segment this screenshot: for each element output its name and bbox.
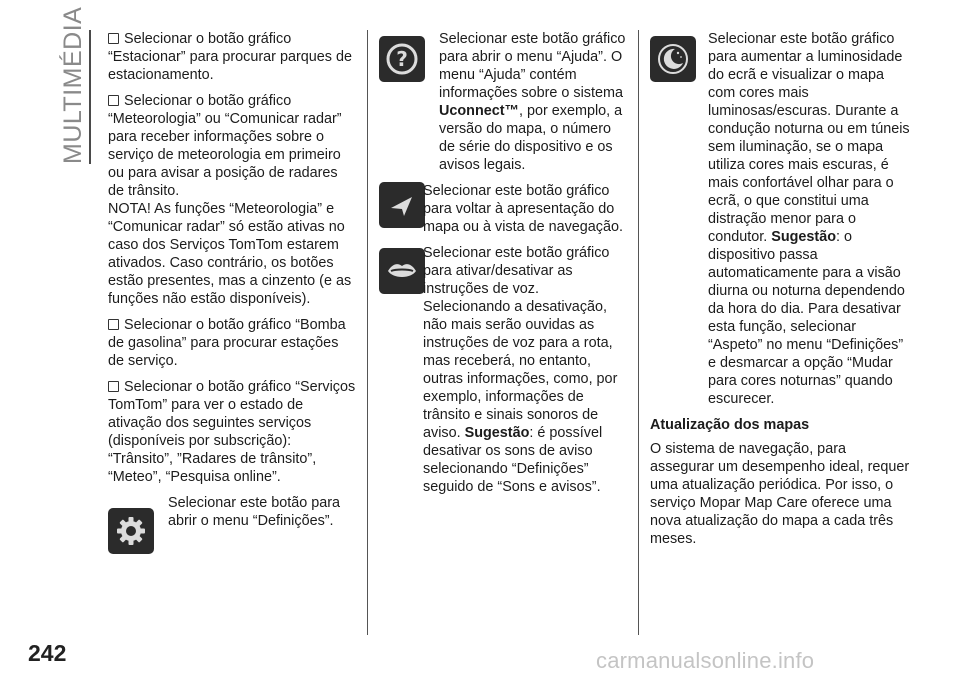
back-text: Selecionar este botão gráfico para voltar à apresentação do mapa ou à vista de navegação. (423, 183, 624, 235)
night-mode-text: Selecionar este botão gráfico para aumentar a luminosidade do ecrã e visualizar o mapa com cores mais luminosas/escuras. Durante a condução noturna ou em túneis sem iluminação, se o mapa utiliza cores mais escuras, é mais confortável olhar para o ecrã, o que constitui uma distração menor para o condutor. Sugestão: o dispositivo passa automaticamente para a visão diurna ou noturna dependendo da hora do dia. Para desativar esta função, selecionar “Aspeto” no menu “Definições” e desmarcar a opção “Mudar para cores noturnas” quando escurecer. (708, 31, 910, 407)
question-mark-icon (379, 36, 425, 82)
moon-icon (650, 36, 696, 82)
back-row (379, 182, 629, 236)
map-update-text: O sistema de navegação, para assegurar um desempenho ideal, requer uma atualização periódica. Por isso, o serviço Mopar Map Care oferece uma nova atualização do mapa a cada três meses. (650, 441, 910, 547)
section-title: MULTIMÉDIA (59, 6, 87, 164)
svg-text:?: ? (396, 47, 408, 71)
help-text: Selecionar este botão gráfico para abrir o menu “Ajuda”. O menu “Ajuda” contém informações sobre o sistema Uconnect™, por exemplo, a versão do mapa, o número de série do dispositivo e os avisos legais. (439, 31, 626, 173)
checkbox-bullet-icon (108, 381, 119, 392)
map-update-heading: Atualização dos mapas (650, 417, 810, 433)
parking-paragraph: Selecionar o botão gráfico “Estacionar” para procurar parques de estacionamento. (108, 31, 352, 83)
gear-icon (108, 508, 154, 554)
voice-row (379, 244, 629, 496)
watermark: carmanualsonline.info (596, 648, 815, 673)
column-divider-1 (367, 30, 368, 635)
settings-row (108, 494, 356, 554)
weather-radar-paragraph: Selecionar o botão gráfico “Meteorologia” ou “Comunicar radar” para receber informações sobre o serviço de meteorologia em primeiro ou para avisar a posição de radares de trânsito. (108, 93, 342, 199)
checkbox-bullet-icon (108, 95, 119, 106)
column-2 (379, 30, 629, 504)
weather-radar-note: NOTA! As funções “Meteorologia” e “Comunicar radar” só estão ativas no caso dos Serviços TomTom estarem ativados. Caso contrário, os botões estão presentes, mas a cinzento (e as funções não estão disponíveis). (108, 201, 352, 307)
column-divider-2 (638, 30, 639, 635)
settings-text: Selecionar este botão para abrir o menu “Definições”. (168, 495, 341, 529)
voice-text: Selecionar este botão gráfico para ativar/desativar as instruções de voz. Selecionando a desativação, não mais serão ouvidas as instruções de voz para a rota, mas receberá, no entanto, outras informações, como, por exemplo, informações de trânsito e sinais sonoros de aviso. Sugestão: é possível desativar os sons de aviso selecionando “Definições” seguido de “Sons e avisos”. (423, 245, 618, 495)
help-row (379, 30, 629, 174)
column-1 (108, 30, 356, 562)
night-mode-row (650, 30, 912, 408)
navigation-arrow-icon (379, 182, 425, 228)
fuel-station-paragraph: Selecionar o botão gráfico “Bomba de gasolina” para procurar estações de serviço. (108, 317, 346, 369)
checkbox-bullet-icon (108, 319, 119, 330)
section-title-rule (89, 30, 91, 164)
checkbox-bullet-icon (108, 33, 119, 44)
page-number: 242 (28, 640, 67, 666)
lips-icon (379, 248, 425, 294)
tomtom-services-paragraph: Selecionar o botão gráfico “Serviços TomTom” para ver o estado de ativação dos seguintes serviços (disponíveis por subscrição): “Trânsito”, ”Radares de trânsito”, “Meteo”, “Pesquisa online”. (108, 379, 356, 485)
column-3 (650, 30, 912, 556)
